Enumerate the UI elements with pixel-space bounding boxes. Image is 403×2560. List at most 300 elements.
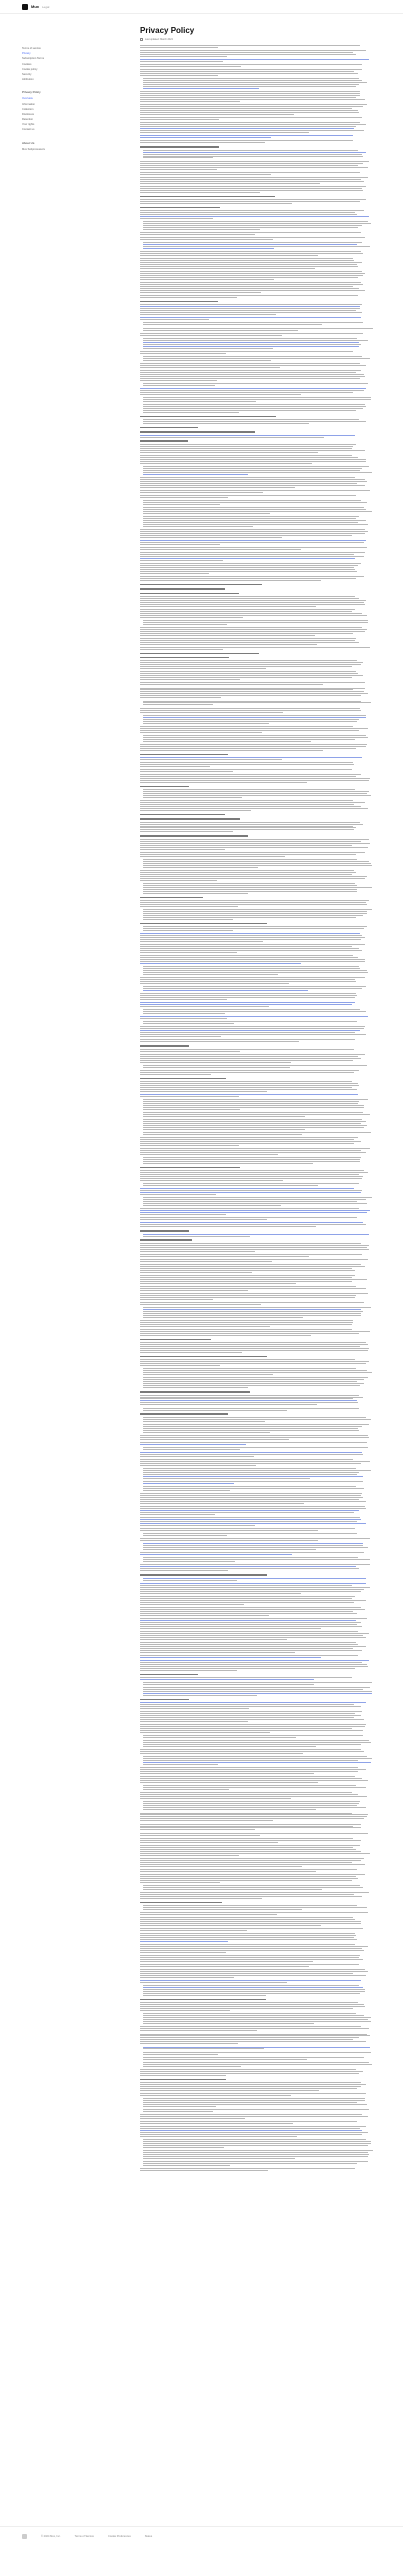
text-line: [140, 1060, 353, 1061]
text-line: [140, 1898, 262, 1899]
text-line: [143, 913, 367, 914]
text-line: [140, 1329, 352, 1330]
paragraph: [140, 852, 370, 857]
paragraph: [140, 1917, 370, 1926]
text-line: [140, 390, 364, 391]
text-line: [140, 762, 353, 763]
text-line: [140, 1212, 367, 1213]
paragraph: [140, 2062, 370, 2067]
text-line: [140, 459, 366, 460]
paragraph: [140, 1980, 370, 1983]
text-line: [140, 1794, 358, 1795]
text-line: [143, 1486, 356, 1487]
footer-link-cookies[interactable]: Cookie Preferences: [107, 2535, 131, 2538]
paragraph: [140, 1081, 370, 1092]
text-line: [140, 1137, 358, 1138]
text-line: [140, 201, 360, 202]
text-line: [143, 344, 361, 345]
sidebar-item[interactable]: Your rights: [22, 123, 35, 127]
sidebar-item[interactable]: Information: [22, 102, 35, 106]
text-line: [143, 2054, 218, 2055]
text-line: [140, 1299, 213, 1300]
text-line: [140, 192, 260, 193]
text-line: [143, 2141, 371, 2142]
text-line: [140, 827, 356, 828]
paragraph: [140, 186, 370, 193]
text-line: [140, 1279, 367, 1280]
text-line: [140, 1268, 352, 1269]
text-line: [140, 1224, 366, 1225]
text-line: [140, 2043, 238, 2044]
text-line: [140, 1615, 269, 1616]
text-line: [143, 1379, 364, 1380]
text-line: [143, 1099, 368, 1100]
text-line: [140, 870, 354, 871]
text-line: [140, 1016, 368, 1017]
text-line: [140, 950, 362, 951]
paragraph: [140, 122, 370, 133]
text-line: [140, 490, 370, 491]
paragraph: [140, 1222, 370, 1227]
text-line: [143, 1887, 363, 1888]
text-line: [140, 1172, 368, 1173]
text-line: [140, 99, 365, 100]
sidebar-item[interactable]: Retention: [22, 118, 34, 122]
sidebar-item[interactable]: Collection: [22, 107, 34, 111]
sidebar-item[interactable]: Mux Subprocessors: [22, 147, 45, 151]
text-line: [143, 466, 369, 467]
paragraph: [140, 1197, 370, 1206]
paragraph: [140, 1002, 370, 1007]
text-line: [143, 1785, 356, 1786]
text-line: [140, 388, 366, 389]
text-line: [140, 2114, 362, 2115]
text-line: [140, 1944, 355, 1945]
text-line: [140, 638, 356, 639]
text-line: [140, 533, 365, 534]
text-line: [140, 1937, 354, 1938]
text-line: [140, 314, 276, 315]
text-line: [143, 423, 309, 424]
text-line: [140, 1359, 355, 1360]
text-line: [143, 719, 359, 720]
text-line: [140, 806, 361, 807]
text-line: [143, 340, 368, 341]
text-line: [140, 1342, 366, 1343]
paragraph: [140, 1408, 370, 1411]
text-line: [140, 1247, 367, 1248]
text-line: [140, 1002, 355, 1003]
text-line: [140, 1860, 361, 1861]
paragraph: [140, 1682, 370, 1685]
paragraph: [140, 1459, 370, 1466]
sidebar-item[interactable]: Cookie policy: [22, 67, 38, 71]
text-line: [140, 1062, 291, 1063]
text-line: [140, 1914, 277, 1915]
section-heading-line: [140, 818, 240, 819]
text-line: [143, 1114, 370, 1115]
text-line: [143, 1987, 363, 1988]
text-line: [140, 1702, 366, 1703]
sidebar-item[interactable]: Disclosure: [22, 112, 35, 116]
text-line: [140, 2132, 368, 2133]
text-line: [140, 1896, 362, 1897]
text-line: [140, 1711, 362, 1712]
text-line: [140, 1732, 270, 1733]
text-line: [140, 188, 362, 189]
text-line: [140, 1728, 352, 1729]
sidebar-item[interactable]: Privacy: [22, 52, 31, 56]
text-line: [143, 526, 253, 527]
text-line: [143, 86, 356, 87]
text-line: [143, 513, 270, 514]
footer-copyright: © 2024 Mux, Inc.: [41, 2535, 61, 2538]
text-line: [143, 622, 368, 623]
text-line: [140, 1517, 360, 1518]
text-line: [143, 1199, 366, 1200]
text-line: [143, 410, 356, 411]
text-line: [143, 246, 370, 247]
text-line: [143, 472, 372, 473]
text-line: [140, 1591, 361, 1592]
text-line: [140, 1028, 364, 1029]
text-line: [140, 297, 237, 298]
text-line: [140, 874, 352, 875]
text-line: [143, 791, 369, 792]
paragraph: [140, 627, 370, 636]
page-title: Privacy Policy: [140, 26, 195, 35]
text-line: [140, 800, 353, 801]
text-line: [140, 1637, 366, 1638]
paragraph: [140, 64, 370, 67]
sidebar-item[interactable]: Overview: [22, 97, 33, 101]
text-line: [140, 748, 356, 749]
text-line: [143, 1885, 360, 1886]
paragraph: [140, 966, 370, 975]
text-line: [143, 1985, 359, 1986]
sidebar-item[interactable]: Cookies: [22, 62, 32, 66]
text-line: [140, 1939, 357, 1940]
text-line: [143, 1807, 366, 1808]
text-line: [143, 1183, 359, 1184]
text-line: [140, 1662, 362, 1663]
text-line: [140, 1277, 352, 1278]
text-line: [140, 1333, 359, 1334]
text-line: [143, 2098, 365, 2099]
text-line: [143, 78, 359, 79]
text-line: [140, 822, 360, 823]
text-line: [140, 1538, 370, 1539]
text-line: [143, 2111, 213, 2112]
text-line: [143, 248, 274, 249]
text-line: [143, 928, 364, 929]
text-line: [140, 1894, 354, 1895]
section-heading-line: [140, 593, 239, 594]
text-line: [140, 1174, 359, 1175]
text-line: [140, 1404, 317, 1405]
text-line: [143, 1907, 367, 1908]
text-line: [140, 688, 365, 689]
text-line: [140, 1946, 368, 1947]
section-heading-line: [140, 814, 225, 815]
text-line: [140, 1882, 220, 1883]
text-line: [140, 1930, 247, 1931]
text-line: [143, 1368, 356, 1369]
text-line: [140, 644, 317, 645]
text-line: [140, 944, 365, 945]
sidebar-item[interactable]: Security: [22, 72, 32, 76]
paragraph: [140, 45, 370, 48]
text-line: [140, 769, 352, 770]
text-line: [140, 1039, 355, 1040]
paragraph: [140, 2034, 370, 2045]
paragraph: [140, 1702, 370, 1709]
text-line: [140, 477, 355, 478]
text-line: [140, 560, 223, 561]
text-line: [140, 1041, 299, 1042]
text-line: [140, 1862, 352, 1863]
text-line: [140, 1964, 359, 1965]
text-line: [140, 1056, 358, 1057]
text-line: [140, 1780, 368, 1781]
text-line: [140, 771, 233, 772]
text-line: [140, 1866, 302, 1867]
text-line: [143, 1157, 361, 1158]
paragraph: [140, 383, 370, 386]
text-line: [140, 1275, 355, 1276]
text-line: [140, 2088, 357, 2089]
text-line: [140, 1824, 361, 1825]
paragraph: [140, 477, 370, 488]
text-line: [140, 1400, 357, 1401]
brand-name[interactable]: Mux: [31, 4, 39, 9]
paragraph: [140, 883, 370, 894]
paragraph: [140, 870, 370, 881]
paragraph: [140, 140, 370, 143]
paragraph: [140, 50, 370, 57]
paragraph: [140, 1933, 370, 1942]
text-line: [140, 1874, 365, 1875]
text-line: [140, 1143, 354, 1144]
text-line: [140, 104, 367, 105]
text-line: [143, 509, 366, 510]
text-line: [140, 140, 353, 141]
paragraph: [140, 744, 370, 751]
text-line: [140, 941, 263, 942]
paragraph: [140, 435, 370, 438]
text-line: [140, 1256, 309, 1257]
text-line: [143, 1909, 302, 1910]
sidebar-item[interactable]: Subscription Terms: [22, 57, 45, 61]
text-line: [143, 620, 368, 621]
text-line: [140, 1631, 358, 1632]
text-line: [143, 511, 372, 512]
text-line: [140, 1499, 359, 1500]
paragraph: [140, 1912, 370, 1915]
section-heading-line: [140, 1078, 226, 1079]
paragraph: [140, 715, 370, 724]
paragraph: [140, 1039, 370, 1042]
text-line: [143, 1317, 303, 1318]
text-line: [143, 1123, 361, 1124]
text-line: [140, 288, 359, 289]
paragraph: [140, 1183, 370, 1186]
paragraph: [140, 237, 370, 240]
text-line: [140, 839, 369, 840]
text-line: [140, 691, 364, 692]
footer-link-status[interactable]: Status: [144, 2535, 153, 2538]
text-line: [143, 507, 364, 508]
text-line: [140, 333, 363, 334]
text-line: [140, 1847, 353, 1848]
text-line: [140, 1554, 292, 1555]
text-line: [140, 952, 237, 953]
text-line: [143, 1561, 235, 1562]
paragraph: [140, 1506, 370, 1515]
paragraph: [140, 1792, 370, 1799]
paragraph: [140, 1099, 370, 1110]
sidebar-item[interactable]: Attribution: [22, 78, 34, 82]
paragraph: [140, 91, 370, 102]
paragraph: [140, 1543, 370, 1550]
text-line: [140, 1552, 364, 1553]
text-line: [140, 1829, 255, 1830]
text-line: [140, 1826, 353, 1827]
text-line: [140, 1566, 356, 1567]
text-line: [140, 95, 360, 96]
footer-link-terms[interactable]: Terms of Service: [74, 2535, 94, 2538]
logo-icon[interactable]: [22, 4, 28, 10]
paragraph: [140, 1170, 370, 1181]
text-line: [140, 1858, 364, 1859]
text-line: [143, 863, 371, 864]
paragraph: [140, 351, 370, 354]
text-line: [143, 889, 357, 890]
text-line: [140, 253, 363, 254]
paragraph: [140, 328, 370, 331]
text-line: [143, 1809, 316, 1810]
text-line: [140, 1402, 358, 1403]
text-line: [143, 468, 362, 469]
text-line: [143, 737, 368, 738]
text-line: [140, 295, 358, 296]
text-line: [140, 365, 366, 366]
paragraph: [140, 2139, 370, 2148]
text-line: [140, 1919, 355, 1920]
text-line: [140, 1326, 270, 1327]
text-line: [143, 1803, 359, 1804]
paragraph: [140, 900, 370, 907]
text-line: [143, 328, 373, 329]
text-line: [140, 271, 362, 272]
text-line: [140, 367, 280, 368]
paragraph: [140, 769, 370, 772]
paragraph: [140, 404, 370, 413]
text-line: [140, 1626, 362, 1627]
text-line: [140, 163, 363, 164]
text-line: [140, 1297, 355, 1298]
paragraph: [140, 1711, 370, 1722]
text-line: [140, 212, 355, 213]
text-line: [140, 573, 209, 574]
text-line: [140, 1792, 352, 1793]
paragraph: [140, 977, 370, 984]
text-line: [140, 1437, 369, 1438]
text-line: [140, 1096, 239, 1097]
text-line: [140, 1442, 367, 1443]
text-line: [140, 1397, 363, 1398]
text-line: [143, 891, 357, 892]
text-line: [140, 64, 362, 65]
paragraph: [140, 926, 370, 931]
sidebar-item[interactable]: Terms of service: [22, 47, 41, 50]
text-line: [140, 1018, 227, 1019]
text-line: [140, 1506, 365, 1507]
text-line: [140, 872, 356, 873]
text-line: [140, 1521, 357, 1522]
paragraph: [140, 1642, 370, 1653]
text-line: [140, 317, 361, 318]
text-line: [140, 1081, 352, 1082]
paragraph: [140, 1486, 370, 1491]
text-line: [143, 2013, 356, 2014]
text-line: [140, 995, 357, 996]
text-line: [140, 1607, 361, 1608]
paragraph: [140, 455, 370, 464]
text-line: [140, 216, 369, 217]
paragraph: [140, 563, 370, 574]
text-line: [140, 1283, 296, 1284]
section-heading-line: [140, 196, 275, 197]
text-line: [140, 2010, 230, 2011]
text-line: [143, 1023, 234, 1024]
text-line: [140, 1320, 353, 1321]
paragraph: [140, 1217, 370, 1220]
paragraph: [140, 1493, 370, 1504]
text-line: [140, 1141, 361, 1142]
paragraph: [140, 552, 370, 561]
text-line: [143, 2015, 364, 2016]
paragraph: [140, 370, 370, 381]
text-line: [143, 1481, 363, 1482]
text-line: [140, 308, 360, 309]
paragraph: [140, 757, 370, 760]
text-line: [143, 156, 363, 157]
text-line: [140, 1975, 366, 1976]
text-line: [143, 399, 371, 400]
text-line: [140, 776, 356, 777]
text-line: [140, 446, 353, 447]
brand-section: Legal: [42, 4, 50, 9]
paragraph: [140, 955, 370, 964]
paragraph: [140, 1677, 370, 1680]
text-line: [140, 457, 358, 458]
text-line: [140, 1587, 370, 1588]
text-line: [143, 1557, 358, 1558]
text-line: [143, 242, 362, 243]
text-line: [143, 1543, 363, 1544]
text-line: [143, 1011, 366, 1012]
section-heading-line: [140, 835, 248, 836]
text-line: [140, 1435, 368, 1436]
text-line: [140, 935, 362, 936]
text-line: [140, 580, 321, 581]
text-line: [143, 1236, 250, 1237]
text-line: [140, 1818, 364, 1819]
text-line: [140, 2030, 257, 2031]
sidebar-item[interactable]: Contact us: [22, 128, 35, 132]
paragraph: [140, 735, 370, 742]
